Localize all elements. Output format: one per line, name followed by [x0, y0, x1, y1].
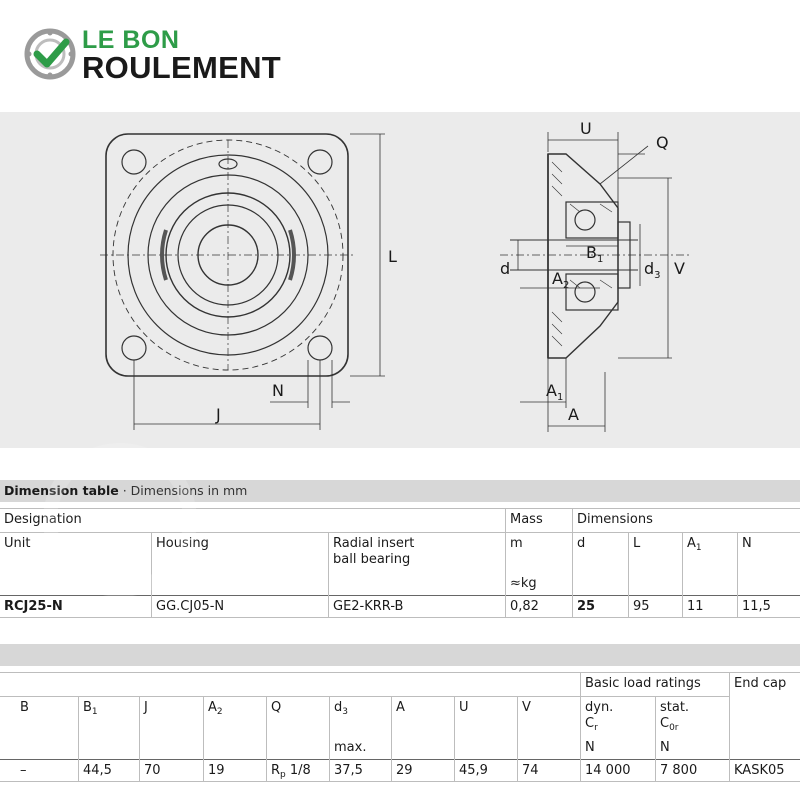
logo-text-roulement: ROULEMENT — [82, 50, 282, 85]
row-J: 70 — [144, 763, 161, 778]
header-N-dyn: N — [585, 740, 595, 755]
dim-label-V: V — [674, 259, 685, 278]
header-mass: Mass — [510, 512, 543, 527]
dim-label-Q: Q — [656, 133, 669, 152]
dim-label-d3: $d_3$ — [644, 259, 661, 281]
header-kg: ≈kg — [510, 576, 537, 591]
header-B: B — [20, 700, 29, 715]
header-housing: Housing — [156, 536, 209, 551]
header-N: N — [742, 536, 752, 551]
dim-label-N: N — [272, 381, 284, 400]
row-C0r: 7 800 — [660, 763, 698, 778]
row-d3: 37,5 — [334, 763, 363, 778]
header-V: V — [522, 700, 531, 715]
header-C0r: $C_{0r}$ — [660, 716, 679, 733]
header-designation: Designation — [4, 512, 82, 527]
header-N-stat: N — [660, 740, 670, 755]
header-stat: stat. — [660, 700, 690, 715]
header-insert-line1: Radial insert — [333, 536, 415, 551]
table-subtitle: · Dimensions in mm — [118, 483, 248, 498]
dim-label-L: L — [388, 247, 397, 266]
row-housing: GG.CJ05-N — [156, 599, 225, 614]
load-ratings-table — [0, 644, 800, 794]
header-end-cap: End cap — [734, 676, 787, 691]
header-A: A — [396, 700, 405, 715]
header-A1: $A_1$ — [687, 536, 702, 553]
header-dimensions: Dimensions — [577, 512, 653, 527]
brand-logo — [24, 22, 294, 86]
header-B1: $B_1$ — [83, 700, 98, 717]
technical-drawing — [0, 112, 800, 448]
row-Q: $R_p$ 1/8 — [271, 763, 311, 780]
row-A2: 19 — [208, 763, 225, 778]
dim-label-A1: $A_1$ — [546, 381, 564, 403]
row-end-cap: KASK05 — [734, 763, 785, 778]
row-A: 29 — [396, 763, 413, 778]
row-A1: 11 — [687, 599, 704, 614]
dim-label-U: U — [580, 119, 592, 138]
header-U: U — [459, 700, 469, 715]
dim-label-d: d — [500, 259, 511, 278]
dim-label-A2: $A_2$ — [552, 269, 570, 291]
row-U: 45,9 — [459, 763, 488, 778]
dimension-table — [0, 480, 800, 620]
row-B: – — [20, 763, 27, 778]
header-J: J — [144, 700, 148, 715]
dim-label-A: A — [568, 405, 579, 424]
table-title: Dimension table — [4, 483, 119, 498]
header-L: L — [633, 536, 641, 551]
row-insert: GE2-KRR-B — [333, 599, 404, 614]
header-d3: $d_3$ — [334, 700, 348, 717]
dim-label-J: J — [216, 405, 221, 424]
bearing-check-icon — [24, 28, 76, 80]
header-basic-load-ratings: Basic load ratings — [585, 676, 701, 691]
load-ratings-title-bar — [0, 644, 800, 666]
dimension-table-title-bar — [0, 480, 800, 502]
row-mass: 0,82 — [510, 599, 539, 614]
row-N: 11,5 — [742, 599, 771, 614]
header-unit: Unit — [4, 536, 31, 551]
header-Q: Q — [271, 700, 282, 715]
row-V: 74 — [522, 763, 539, 778]
header-m: m — [510, 536, 523, 551]
dim-label-B1: $B_1$ — [586, 243, 604, 265]
header-d: d — [577, 536, 586, 551]
header-insert-line2: ball bearing — [333, 552, 411, 567]
header-dyn: dyn. — [585, 700, 614, 715]
header-Cr: $C_r$ — [585, 716, 598, 733]
row-d: 25 — [577, 599, 596, 614]
header-d3-max: max. — [334, 740, 367, 755]
flange-unit-drawing — [0, 112, 800, 448]
logo-text-le-bon: LE BON — [82, 26, 180, 54]
row-L: 95 — [633, 599, 650, 614]
header-A2: $A_2$ — [208, 700, 223, 717]
row-B1: 44,5 — [83, 763, 112, 778]
row-Cr: 14 000 — [585, 763, 631, 778]
row-unit: RCJ25-N — [4, 599, 63, 614]
